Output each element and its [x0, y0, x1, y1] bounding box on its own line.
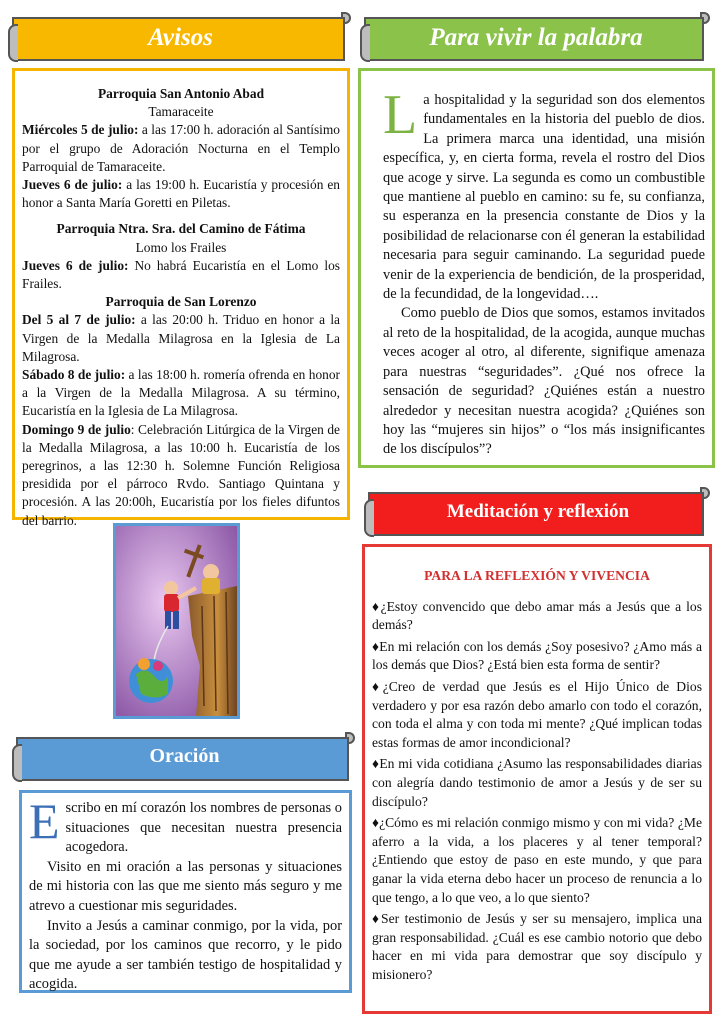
dropcap-e: E — [29, 793, 60, 849]
oracion-paragraph-3: Invito a Jesús a caminar conmigo, por la vida, por la sociedad, por los caminos que recorro, y le pido que me ayude a ser también testigo de hospitalidad y acogida. — [29, 917, 342, 993]
oracion-title: Oración — [149, 745, 220, 767]
meditacion-box — [362, 544, 712, 1014]
palabra-title: Para vivir la palabra — [429, 24, 643, 51]
notice-4: Del 5 al 7 de julio: a las 20:00 h. Triduo en honor a la Virgen de la Medalla Milagrosa en la Iglesia de La Milagrosa. — [22, 312, 340, 364]
climber-illustration-image — [116, 526, 237, 716]
notice-1: Miércoles 5 de julio: a las 17:00 h. adoración al Santísimo por el grupo de Adoración Nocturna en el Templo Parroquial de Tamaraceite. — [22, 122, 340, 174]
reflection-item: ♦Ser testimonio de Jesús y ser su mensajero, implica una gran responsabilidad. ¿Cuál es ese cambio notorio que debo hacer en mi vida para demostrar que soy discípulo y misionero? — [372, 911, 702, 982]
reflection-item: ♦¿Estoy convencido que debo amar más a Jesús que a los demás? — [372, 598, 702, 633]
reflection-item: ♦¿Creo de verdad que Jesús es el Hijo Único de Dios verdadero y por esa razón debo amarlo con todo el corazón, con toda el alma y con toda mi mente? ¿Qué implican todas estas formas de amor incondicional? — [372, 678, 702, 750]
reflection-item: ♦En mi vida cotidiana ¿Asumo las responsabilidades diarias con alegría dando testimonio de amor a Jesús y de ser su discípulo? — [372, 756, 702, 809]
notice-6: Domingo 9 de julio: Celebración Litúrgica de la Virgen de la Medalla Milagrosa, a las 10:00 h. Eucaristía de los peregrinos, a las 12:30 h. Solemne Función Religiosa presidida por el párroco Rvdo. Santiago Quintana y procesión. A las 20:00h, Eucaristía por los fieles difuntos del barrio. — [22, 421, 341, 528]
parish-3-name: Parroquia de San Lorenzo — [105, 294, 257, 310]
notice-5: Sábado 8 de julio: a las 18:00 h. romería ofrenda en honor a la Virgen de la Medalla Milagrosa. A su término, Eucaristía en la Iglesia de La Milagrosa. — [22, 367, 340, 419]
parish-2-name: Parroquia Ntra. Sra. del Camino de Fátima — [56, 221, 306, 237]
palabra-banner — [360, 10, 712, 62]
dropcap-l: L — [383, 84, 418, 146]
notice-2: Jueves 6 de julio: a las 19:00 h. Eucaristía y procesión en honor a Santa María Goretti en Piletas. — [22, 177, 340, 211]
oracion-banner — [12, 730, 357, 782]
reflection-heading: PARA LA REFLEXIÓN Y VIVENCIA — [424, 568, 650, 583]
palabra-paragraph-2: Como pueblo de Dios que somos, estamos invitados al reto de la hospitalidad, de la acogida, aunque muchas veces acoger al otro, al diferente, signifique amenaza para nuestras “seguridades”. ¿Qué nos ofrece la sensación de seguridad? ¿Quiénes están a nuestro alrededor y necesitan nuestra acogida? ¿Quiénes son hoy las “mujeres sin hijos” o “los más insignificantes de los discípulos”? — [383, 305, 705, 458]
oracion-paragraph-1: Escribo en mí corazón los nombres de personas o situaciones que necesitan nuestra presencia acogedora. — [29, 793, 342, 856]
oracion-box — [19, 790, 352, 993]
avisos-box — [12, 68, 350, 528]
oracion-paragraph-2: Visito en mi oración a las personas y situaciones de mi historia con las que me siento más seguro y me atrevo a cuestionar mis seguridades. — [29, 858, 342, 914]
parish-1-place: Tamaraceite — [148, 104, 214, 120]
avisos-title: Avisos — [148, 24, 213, 51]
meditacion-banner — [364, 485, 712, 537]
notice-3: Jueves 6 de julio: No habrá Eucaristía en el Lomo los Frailes. — [22, 257, 340, 292]
parish-2-place: Lomo los Frailes — [135, 239, 227, 255]
reflection-item: ♦En mi relación con los demás ¿Soy posesivo? ¿Amo más a los demás que Dios? ¿Está bien esta forma de sentir? — [372, 638, 702, 673]
palabra-paragraph-1: La hospitalidad y la seguridad son dos elementos fundamentales en la historia del pueblo de dios. La primera marca una identidad, una misión específica, y, en cierta forma, revela el rostro del Dios que acoge y sirve. La segunda es como un combustible que mantiene al pueblo en camino: su fe, su confianza, su esperanza en la presencia constante de Dios y la posibilidad de relacionarse con él generan la estabilidad necesaria para seguir caminando. La seguridad puede venir de la experiencia de bendición, de la prosperidad, de la fecundidad, de la longevidad…. — [383, 84, 705, 303]
illustration-climber — [113, 523, 240, 719]
avisos-banner — [8, 10, 353, 62]
reflection-item: ♦¿Cómo es mi relación conmigo mismo y con mi vida? ¿Me aferro a la vida, a los placeres y al tener temporal? ¿Entiendo que estoy de paso en este mundo, y que para ganar la vida eterna debo hacer un proceso de renuncia a lo que tengo, a lo que veo, a lo que siento? — [372, 815, 702, 905]
parish-1-name: Parroquia San Antonio Abad — [97, 86, 265, 101]
meditacion-title: Meditación y reflexión — [446, 501, 630, 522]
palabra-box — [358, 68, 715, 468]
